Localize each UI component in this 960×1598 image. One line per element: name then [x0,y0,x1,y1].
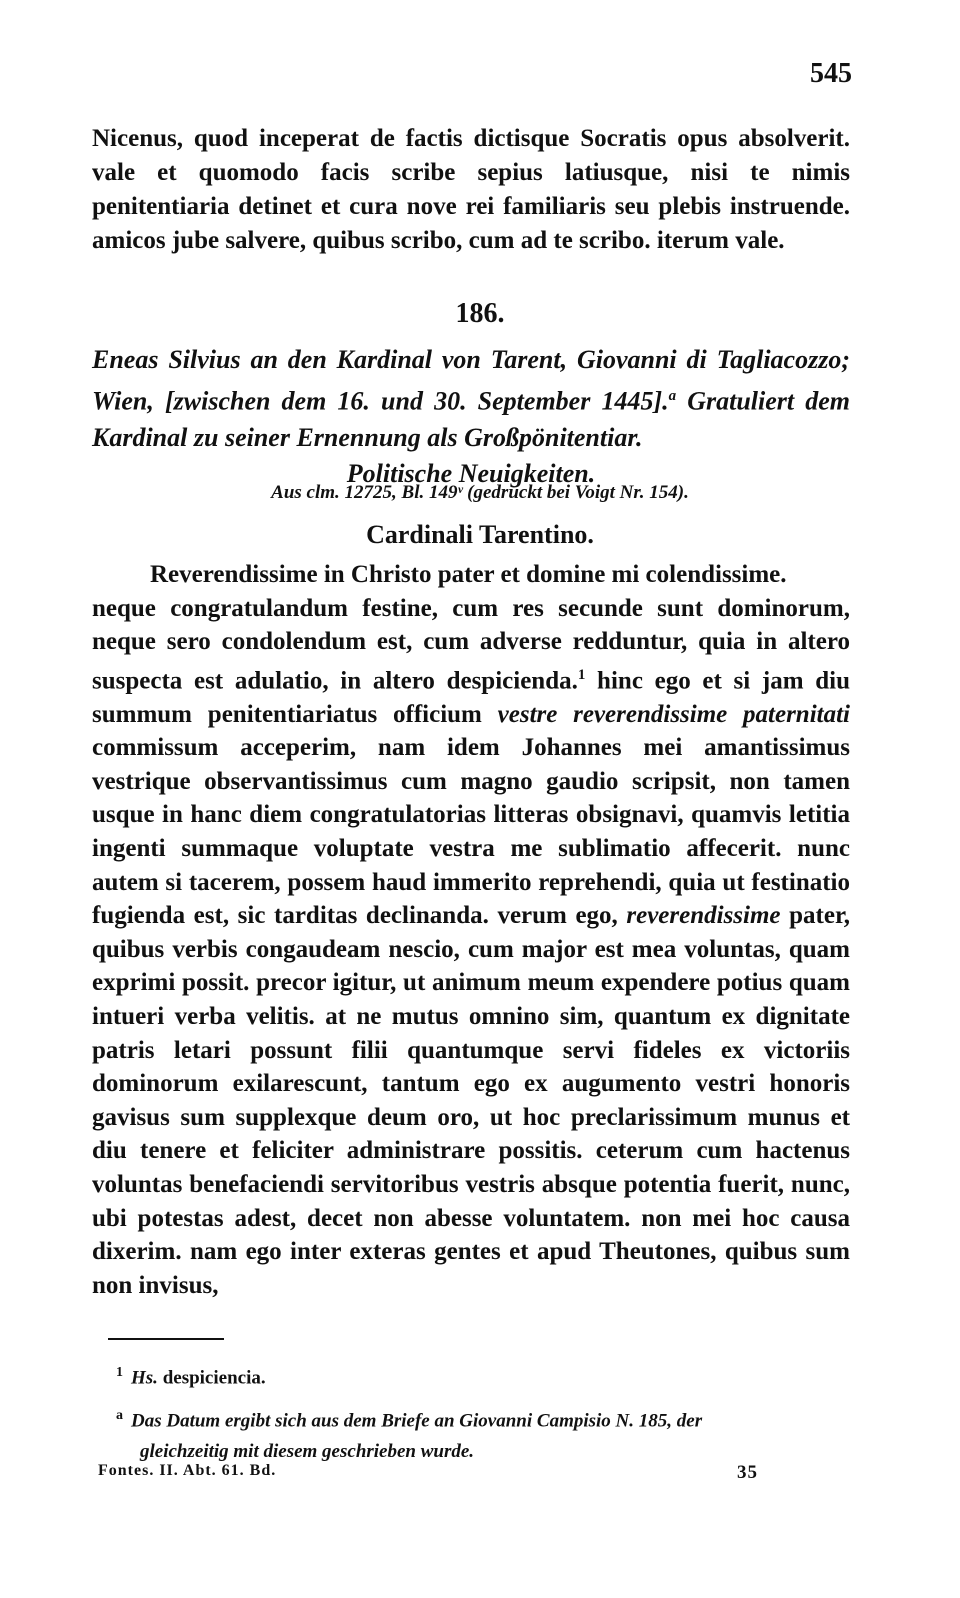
footnote-mark: a [116,1408,123,1424]
footnote-text: Das Datum ergibt sich aus dem Briefe an Giovanni Campisio N. 185, der [131,1410,703,1432]
footnote-text-continued: gleichzeitig mit diesem geschrieben wurde. [140,1440,475,1462]
body-text-part: hinc ego et si jam diu summum penitentiariatus officium [92,667,851,728]
previous-letter-text: Nicenus, quod inceperat de factis dictisque Socratis opus absolverit. vale et quomodo facis scribe sepius latiusque, nisi te nimis penitentiaria detinet et cura nove rei familiaris seu plebis instruende. amicos jube salvere, quibus scribo, cum ad te scribo. iterum vale. [92,125,850,254]
heading-summary: Gratuliert dem Kardinal zu seiner Ernennung als Großpönitentiar. [92,386,851,452]
footnote-text: despiciencia. [157,1367,266,1389]
heading-main: Eneas Silvius an den Kardinal von Tarent, Giovanni di Tagliacozzo; Wien, [zwischen dem 16. und 30. September 1445]. [92,345,850,416]
letter-body [92,558,850,1302]
footnote-mark: 1 [116,1365,123,1380]
signature-line [98,1462,758,1483]
footnote-1 [116,1358,856,1393]
sheet-number: 35 [737,1462,758,1483]
heading-footnote-mark: a [668,388,677,404]
body-text-part: neque congratulandum festine, cum res secunde sunt dominorum, neque sero condolendum est, cum adverse redduntur, quia in altero suspecta est adulatio, in altero despicienda. [92,594,850,695]
body-text-part: pater, quibus verbis congaudeam nescio, cum major est mea voluntas, quam exprimi possit. precor igitur, ut animum meum expendere potius quam intueri verba velitis. at ne mutus omnino sim, quantum ex dignitate patris letari possunt filii quantumque servi fideles ex victoriis dominorum exilarescunt, tantum ego ex augumento vestri honoris gavisus sum supplexque deum oro, ut hoc preclarissimum munus et diu tenere et feliciter administrare possitis. ceterum cum hactenus voluntas benefaciendi servitoribus vestris absque potentia fuerit, nunc, ubi potestas adest, decet non abesse voluntatem. non mei hoc causa dixerim. nam ego inter exteras gentes et apud Theutones, quibus sum non invisus, [92,902,850,1299]
footnote-ref: Hs. [131,1367,158,1389]
footnotes [116,1358,856,1475]
body-paragraph [92,592,850,1303]
page-number: 545 [810,58,852,89]
series-signature: Fontes. II. Abt. 61. Bd. [98,1462,277,1479]
heading-last-line: Politische Neuigkeiten. [346,458,596,488]
footnote-a [116,1401,856,1466]
letter-heading [92,342,850,492]
body-italic-part: reverendissime [626,902,781,930]
footnote-divider [108,1338,224,1340]
letter-number: 186. [455,298,505,329]
salutation: Reverendissime in Christo pater et domine mi colendissime. [150,561,787,588]
source-note: Aus clm. 12725, Bl. 149ᵛ (gedruckt bei Voigt Nr. 154). [271,482,689,503]
body-footnote-mark: 1 [577,666,586,683]
body-italic-part: vestre reverendissime paternitati [497,700,850,728]
body-text-part: commissum acceperim, nam idem Johannes mei amantissimus vestrique observantissimus cum magno gaudio scripsit, non tamen usque in hanc diem congratulatorias litteras obsignavi, quamvis letitia ingenti summaque voluptate vestra me sublimatio affecerit. nunc autem si tacerem, possem haud immerito reprehendi, quia ut festinatio fugienda est, sic tarditas declinanda. verum ego, [92,734,850,930]
addressee: Cardinali Tarentino. [366,520,594,549]
